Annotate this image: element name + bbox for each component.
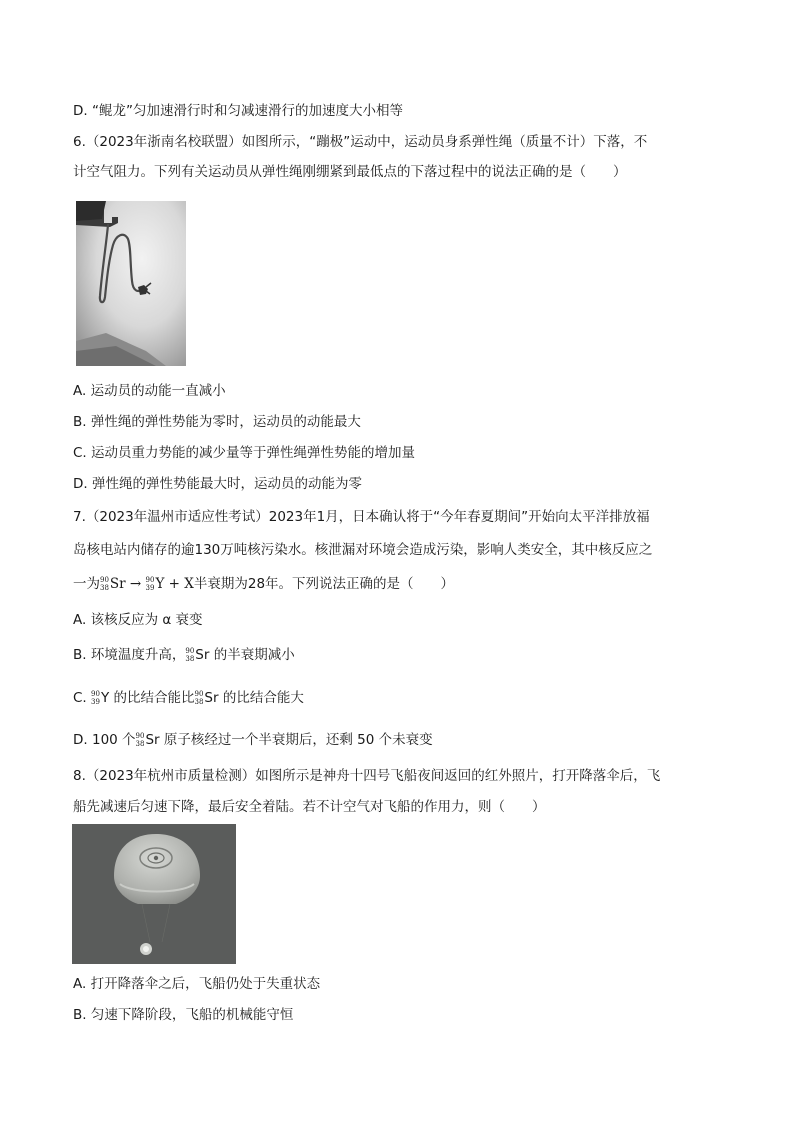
sr-mass-number: 90 (100, 575, 109, 584)
q7-equation-right: Y + X (155, 576, 194, 592)
q7-stem-line1: 7.（2023年温州市适应性考试）2023年1月，日本确认将于“今年春夏期间”开始向太平洋排放福 (73, 509, 650, 525)
q7-option-c (73, 688, 304, 708)
bungee-photo (76, 201, 186, 366)
q7-option-c-mid: Y 的比结合能比 (100, 690, 195, 706)
q8-option-a: A. 打开降落伞之后，飞船仍处于失重状态 (73, 976, 321, 992)
sr-atomic-number: 38 (194, 697, 204, 706)
sr-nuclide-d (136, 730, 146, 750)
sr-nuclide-c (194, 688, 204, 708)
q7-line3-post: 半衰期为28年。下列说法正确的是（ ） (193, 576, 455, 592)
y-mass-number: 90 (145, 575, 155, 584)
sr-atomic-number: 38 (185, 654, 195, 663)
sr-nuclide-b (185, 645, 195, 665)
q6-option-c: C. 运动员重力势能的减少量等于弹性绳弹性势能的增加量 (73, 445, 416, 461)
y-atomic-number: 39 (91, 697, 100, 706)
q7-option-a: A. 该核反应为 α 衰变 (73, 612, 203, 628)
sr-atomic-number: 38 (135, 739, 145, 748)
q7-option-b-pre: B. 环境温度升高， (73, 647, 186, 663)
q7-stem-line3 (73, 574, 454, 594)
y-atomic-number: 39 (145, 583, 155, 592)
sr-nuclide (100, 574, 141, 594)
sr-mass-number: 90 (185, 646, 195, 655)
q6-option-a: A. 运动员的动能一直减小 (73, 383, 226, 399)
sr-mass-number: 90 (194, 689, 204, 698)
q5-option-d: D. “鲲龙”匀加速滑行时和匀减速滑行的加速度大小相等 (73, 103, 403, 119)
q7-option-d-post: Sr 原子核经过一个半衰期后，还剩 50 个未衰变 (145, 732, 433, 748)
q8-option-b: B. 匀速下降阶段，飞船的机械能守恒 (73, 1007, 294, 1023)
y-mass-number: 90 (91, 689, 100, 698)
q8-stem-line1: 8.（2023年杭州市质量检测）如图所示是神舟十四号飞船夜间返回的红外照片，打开降落伞后，飞 (73, 768, 661, 784)
q7-equation-left: Sr → (109, 576, 142, 592)
q7-option-c-pre: C. (73, 690, 92, 706)
q7-option-b-post: Sr 的半衰期减小 (195, 647, 295, 663)
q7-option-d (73, 730, 433, 750)
q7-stem-line2: 岛核电站内储存的逾130万吨核污染水。核泄漏对环境会造成污染，影响人类安全，其中核反应之 (73, 542, 653, 558)
sr-mass-number: 90 (135, 731, 145, 740)
q6-stem-line1: 6.（2023年浙南名校联盟）如图所示，“蹦极”运动中，运动员身系弹性绳（质量不计）下落，不 (73, 134, 648, 150)
q6-stem-line2: 计空气阻力。下列有关运动员从弹性绳刚绷紧到最低点的下落过程中的说法正确的是（ ） (73, 164, 627, 180)
q6-option-b: B. 弹性绳的弹性势能为零时，运动员的动能最大 (73, 414, 361, 430)
sr-atomic-number: 38 (100, 583, 109, 592)
y-nuclide-c (91, 688, 101, 708)
q8-stem-line2: 船先减速后匀速下降，最后安全着陆。若不计空气对飞船的作用力，则（ ） (73, 799, 546, 815)
y-nuclide (146, 574, 194, 594)
parachute-infrared-photo (72, 824, 236, 964)
q6-option-d: D. 弹性绳的弹性势能最大时，运动员的动能为零 (73, 476, 362, 492)
q7-option-c-post: Sr 的比结合能大 (204, 690, 304, 706)
q7-option-d-pre: D. 100 个 (73, 732, 136, 748)
q7-option-b (73, 645, 295, 665)
q7-line3-pre: 一为 (73, 576, 100, 592)
